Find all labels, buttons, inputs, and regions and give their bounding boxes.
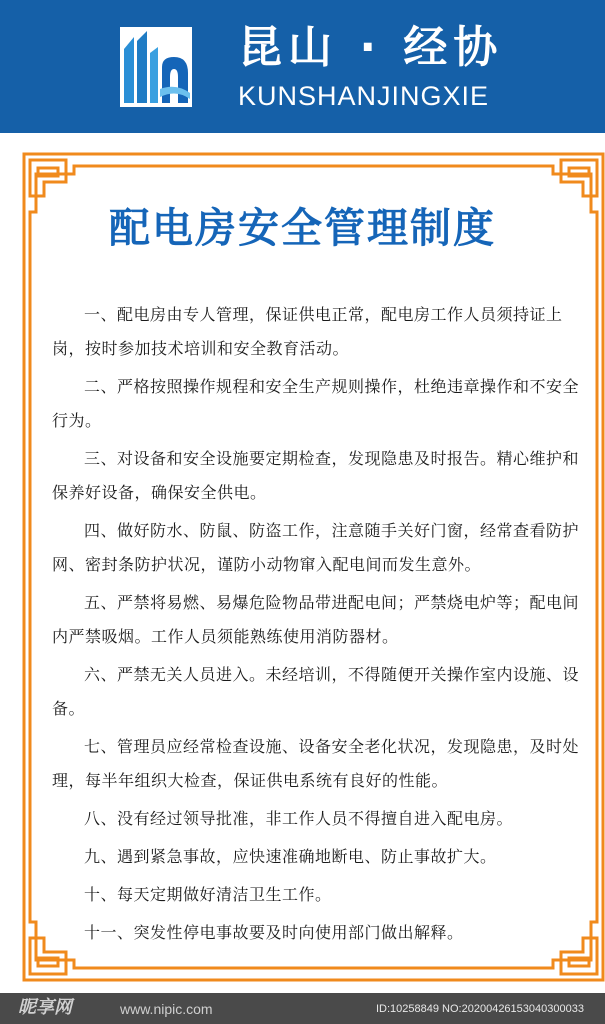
rule-item: 十、每天定期做好清洁卫生工作。 bbox=[84, 885, 332, 904]
brand-subtitle: KUNSHANJINGXIE bbox=[238, 81, 490, 111]
rule-item: 六、严禁无关人员进入。未经培训，不得随便开关操作室内设施、设备。 bbox=[52, 665, 580, 718]
rule-item: 十一、突发性停电事故要及时向使用部门做出解释。 bbox=[84, 923, 464, 942]
document-title: 配电房安全管理制度 bbox=[109, 204, 496, 252]
watermark-site: www.nipic.com bbox=[120, 1001, 213, 1017]
rule-item: 四、做好防水、防鼠、防盗工作，注意随手关好门窗，经常查看防护网、密封条防护状况，谨防小动物窜入配电间而发生意外。 bbox=[52, 521, 580, 574]
rule-item: 八、没有经过领导批准，非工作人员不得擅自进入配电房。 bbox=[84, 809, 514, 828]
rule-item: 九、遇到紧急事故，应快速准确地断电、防止事故扩大。 bbox=[84, 847, 497, 866]
watermark-bar bbox=[0, 993, 605, 1024]
watermark-id: ID:10258849 NO:20200426153040300033 bbox=[376, 1003, 584, 1015]
brand-title: 昆山 · 经协 bbox=[238, 22, 504, 73]
rule-item: 七、管理员应经常检查设施、设备安全老化状况，发现隐患，及时处理，每半年组织大检查，保证供电系统有良好的性能。 bbox=[52, 737, 580, 790]
rules-list bbox=[52, 298, 592, 954]
header-banner bbox=[0, 0, 605, 133]
rule-item: 二、严格按照操作规程和安全生产规则操作，杜绝违章操作和不安全行为。 bbox=[52, 377, 580, 430]
building-logo-icon bbox=[120, 27, 192, 107]
rule-item: 一、配电房由专人管理，保证供电正常，配电房工作人员须持证上岗，按时参加技术培训和安全教育活动。 bbox=[52, 305, 563, 358]
rule-item: 三、对设备和安全设施要定期检查，发现隐患及时报告。精心维护和保养好设备，确保安全供电。 bbox=[52, 449, 580, 502]
rule-item: 五、严禁将易燃、易爆危险物品带进配电间；严禁烧电炉等；配电间内严禁吸烟。工作人员须能熟练使用消防器材。 bbox=[52, 593, 580, 646]
watermark-logo: 昵享网 bbox=[18, 997, 72, 1018]
